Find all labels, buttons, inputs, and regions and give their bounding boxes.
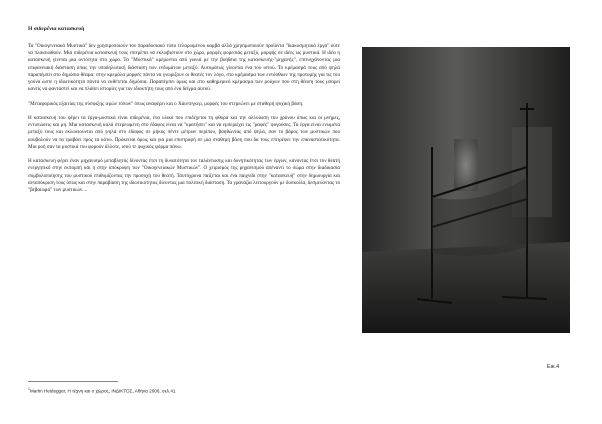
- figure-caption: Εικ.4: [547, 364, 560, 370]
- paragraph-1: Τα "Οικογενειακά Μυστικά" δεν χρησιμοποιούν τον παραδοσιακό τύπο τελαρωμένου καμβά αλλά χρησιμοποιούν προϊόντα "διακοσμητικά έργα" ούτε να πλαισιωθούν. Μια σιδερένια κατασκευή τους επιτρέπει να εκλωβιστούν στο χώρο, μορφές φορεσιάς μεταξύ, μορφής σε ιδέες ως μυστικά. Η ιδέα η κατασκευή γίνεται μια οντότητα στο χώρο. Τα "Μυστικά" κρέμονται από γωνιά με την βοήθεια της κατασκευής-"μηχανής", επιτυγχάνοντας μια επιφανειακή διάσταση όπως την υποδηλωτική διάσταση των ενδυμάτων μεταξύ. Αυτομάτως γίνονται ένα του ιστού. Το κρέμασμά τους από ψηλά παραπέμπει στο δημόσιο θέαμα: στην κρεμάλα μορφές πάντα να γνωρίζουν οι θεατές τον λόγο, στο κρέμασμα των εντόσθιων της προτομής για τις του γούνα ώστε η ιδιωτικότητα πάντα να εκθέτεται δημόσια. Παραπέμπει όμως και στο καθημερινό κρέμασμα των ρούχων που στη θέαση τους μπορεί κανείς να φανταστεί και να πλάσει ιστορίες για τον ιδιοκτήτη τους από ένα δείγμα αυτού.: [28, 43, 340, 93]
- text-column: [28, 26, 340, 201]
- paragraph-4: Η κατασκευή φέρει έναν μηχανισμό μεταβλητός δίνοντας έτσι τη δυνατότητα τον ταλάντωσης και δυνητικότητας των έργων, κάνοντας έτσι τον θεατή ενεργητικό στην εκπομπή και η στην απόκρυψη των "Οικογενειακών Μυστικών". Ο χειρισμός της μηχανισμού απέναντι το σώμα στην διαδικασία συμβολοποίησης του μυστικού επιθυμίζοντας την προσοχή του θεατή. Ταυτόχρονα παίζεται και ένα παιχνίδι στην "κατασκευή" στην δημιουργία και ανταπόκριση τους όπως και στην παραβίαση της ιδιωτικότητας δίνοντας μια πολιτική διάσταση. Τα γρανάζια λειτουργούν με δυσκολία, δεσμεύοντας το "βεβαίωμα" των μυστικών....: [28, 158, 340, 194]
- paragraph-2: "Μεταφορικός εξαιτίας της σύσφιξης ιερών τόπων" όπως αναφέρει και ο Χάιντεγκερ, μορφές του στερεώνει με σταθερή ψυχική βάση.: [28, 100, 304, 107]
- footnote-marker: 1: [28, 387, 30, 391]
- footnote-text: Martin Heidegger, Η τέχνη και ο χώρος, ΙΝΔΙΚΤΟΣ, Αθήνα 2006, σελ.41: [29, 388, 176, 394]
- installation-photo-graphic: [362, 47, 570, 333]
- footnote-divider: [28, 381, 118, 382]
- installation-photo: [362, 47, 570, 333]
- paragraph-3: Η κατασκευή του φέρει τα έργα-μυστικά είναι σιδερένια, ένα υλικό που επιδέχεται τη φθορά και την αλλοίωση του χρόνου όπως και οι μνήμες, εντυπώσεις και μη. Μια κατασκευή καλά στερεωμένη στο έδαφος είναι να "κρατήσει" και να εμπεριέχει τις "ραφές" φυγούσες. Τα έργα είναι ενωμένα μεταξύ τους και εκλωνιουνται από ψηλά στο έδαφος σε μήκος πέντε μέτρων περίπου, βοηθώντας από ψηλά, σαν το βάρος των μυστικών που κουβαλούν να τα τραβάει προς τα κάτω. Πρόκειται όμως και για μια επιστροφή σε μια σταθερή βάση που δα τους επιτρέψει την επαναστατικότητα. Μια ροή σαν τα μυστικά του φορούν άλλοτε, ισού τε φυχικός φόρμα πάνω.: [28, 115, 340, 150]
- section-heading: Η σιδερένια κατασκευή: [28, 26, 85, 32]
- footnote: [28, 387, 176, 394]
